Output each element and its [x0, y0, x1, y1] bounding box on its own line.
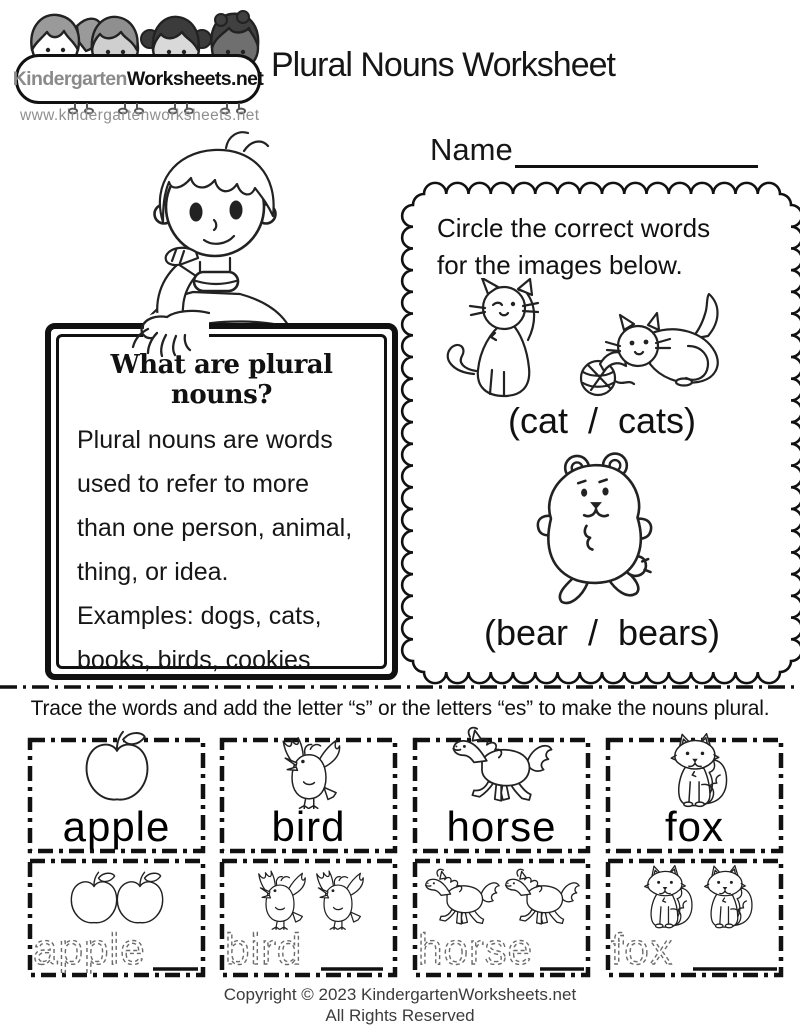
trace-word-horse[interactable] — [416, 924, 588, 976]
circle-instruction-line1: Circle the correct words — [437, 213, 711, 243]
fox-icon — [636, 865, 694, 930]
apple-icon — [111, 870, 169, 930]
logo-banner — [12, 54, 264, 104]
trace-word-fox[interactable] — [609, 924, 781, 976]
svg-text:apple: apple — [33, 925, 146, 974]
info-line-4: thing, or idea. — [77, 558, 229, 586]
info-line-5: Examples: dogs, cats, — [77, 602, 322, 630]
svg-text:bird: bird — [225, 925, 303, 974]
trace-word-apple[interactable] — [31, 924, 203, 976]
boy-hand-on-sign — [125, 309, 210, 359]
plural-nouns-info-box — [45, 323, 398, 680]
card-apple-singular — [27, 737, 206, 854]
choice-bear-bears[interactable]: (bear / bears) — [483, 612, 721, 653]
two-cats-illustration — [438, 278, 748, 406]
info-line-3: than one person, animal, — [77, 514, 353, 542]
svg-text:horse: horse — [418, 925, 534, 974]
card-fox-singular — [605, 737, 784, 854]
word-bird: bird — [271, 803, 346, 850]
apple-icon — [78, 729, 156, 809]
info-box-heading: What are plural nouns? — [110, 350, 333, 410]
name-blank-line[interactable] — [515, 135, 758, 168]
info-box-body — [59, 416, 384, 682]
info-line-6: books, birds, cookies — [77, 646, 311, 674]
bird-icon — [310, 867, 366, 930]
trace-instruction: Trace the words and add the letter “s” or the letters “es” to make the nouns plural. — [30, 697, 770, 720]
card-apple-plural — [27, 858, 206, 978]
bird-icon — [275, 733, 343, 809]
card-horse-singular — [412, 737, 591, 854]
info-line-2: used to refer to more — [77, 470, 310, 498]
card-horse-plural — [412, 858, 591, 978]
name-row — [430, 132, 758, 168]
bear-illustration — [521, 450, 671, 610]
circle-box-instruction — [437, 210, 710, 284]
fox-icon — [661, 733, 729, 809]
horse-icon — [450, 719, 554, 809]
horse-icon — [503, 863, 581, 930]
logo-url: www.kindergartenworksheets.net — [20, 107, 260, 124]
circle-the-words-box — [413, 194, 791, 672]
word-horse: horse — [446, 803, 557, 850]
site-logo — [12, 6, 264, 118]
info-line-1: Plural nouns are words — [77, 426, 333, 454]
fox-icon — [696, 865, 754, 930]
choice-cat-cats[interactable]: (cat / cats) — [507, 400, 697, 441]
logo-brand-part1: Kindergarten — [12, 67, 127, 90]
card-fox-plural — [605, 858, 784, 978]
word-apple: apple — [62, 803, 171, 850]
footer — [0, 984, 800, 1026]
footer-copyright: Copyright © 2023 KindergartenWorksheets.net — [223, 985, 577, 1004]
word-fox: fox — [664, 803, 725, 850]
info-box-inner-border — [56, 334, 387, 674]
trace-word-bird[interactable] — [223, 924, 395, 976]
footer-rights: All Rights Reserved — [325, 1006, 475, 1025]
page-title: Plural Nouns Worksheet — [271, 46, 615, 84]
bird-icon — [252, 867, 308, 930]
card-bird-plural — [219, 858, 398, 978]
circle-instruction-line2: for the images below. — [437, 250, 683, 280]
svg-text:fox: fox — [611, 925, 673, 974]
horse-icon — [423, 863, 501, 930]
name-label: Name — [430, 132, 513, 167]
logo-brand-part2: Worksheets.net — [126, 67, 264, 90]
card-bird-singular — [219, 737, 398, 854]
